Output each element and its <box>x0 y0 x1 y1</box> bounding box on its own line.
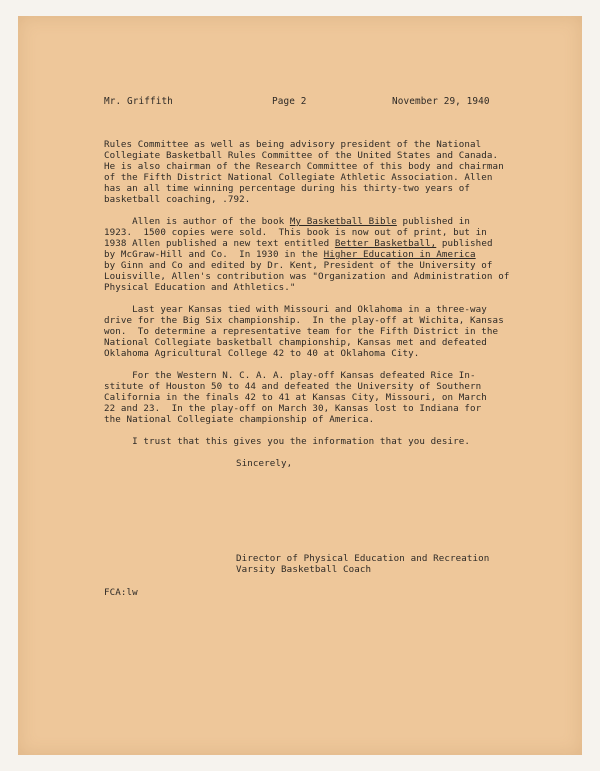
typist-initials: FCA:lw <box>104 587 138 598</box>
text-line: He is also chairman of the Research Committee of this body and chairman <box>104 161 504 172</box>
text-line <box>104 216 470 227</box>
text-line: 1923. 1500 copies were sold. This book is now out of print, but in <box>104 227 487 238</box>
text-line: Physical Education and Athletics." <box>104 282 296 293</box>
text-line <box>104 238 493 249</box>
page-number: Page 2 <box>272 96 307 107</box>
text-segment: by McGraw-Hill and Co. In 1930 in the <box>104 249 324 260</box>
book-title-underlined: Higher Education in America <box>323 249 476 260</box>
text-line: Collegiate Basketball Rules Committee of the United States and Canada. <box>104 150 499 161</box>
text-line <box>104 249 476 260</box>
text-line: basketball coaching, .792. <box>104 194 251 205</box>
text-segment: Allen is author of the book <box>104 216 290 227</box>
text-line: won. To determine a representative team for the Fifth District in the <box>104 326 499 337</box>
text-line: 22 and 23. In the play-off on March 30, Kansas lost to Indiana for <box>104 403 482 414</box>
text-line: Last year Kansas tied with Missouri and Oklahoma in a three-way <box>104 304 487 315</box>
text-line: by Ginn and Co and edited by Dr. Kent, President of the University of <box>104 260 493 271</box>
text-line: For the Western N. C. A. A. play-off Kansas defeated Rice In- <box>104 370 476 381</box>
text-line: National Collegiate basketball championship, Kansas met and defeated <box>104 337 487 348</box>
text-line: has an all time winning percentage during his thirty-two years of <box>104 183 471 194</box>
addressee: Mr. Griffith <box>104 96 173 107</box>
text-line: stitute of Houston 50 to 44 and defeated the University of Southern <box>104 381 482 392</box>
text-line: of the Fifth District National Collegiate Athletic Association. Allen <box>104 172 493 183</box>
paragraph-5: I trust that this gives you the information that you desire. <box>104 436 471 447</box>
text-segment: published <box>436 238 493 249</box>
signature-title: Director of Physical Education and Recreation <box>236 553 490 564</box>
text-line: California in the finals 42 to 41 at Kansas City, Missouri, on March <box>104 392 487 403</box>
closing: Sincerely, <box>236 458 293 469</box>
signature-title: Varsity Basketball Coach <box>236 564 372 575</box>
text-line: Rules Committee as well as being advisory president of the National <box>104 139 482 150</box>
text-line: drive for the Big Six championship. In the play-off at Wichita, Kansas <box>104 315 504 326</box>
letter-date: November 29, 1940 <box>392 96 490 107</box>
text-line: Oklahoma Agricultural College 42 to 40 at Oklahoma City. <box>104 348 420 359</box>
book-title-underlined: Better Basketball, <box>334 238 437 249</box>
text-line: the National Collegiate championship of America. <box>104 414 375 425</box>
text-line: Louisville, Allen's contribution was "Organization and Administration of <box>104 271 510 282</box>
text-segment: published in <box>396 216 471 227</box>
text-segment: 1938 Allen published a new text entitled <box>104 238 335 249</box>
book-title-underlined: My Basketball Bible <box>289 216 397 227</box>
